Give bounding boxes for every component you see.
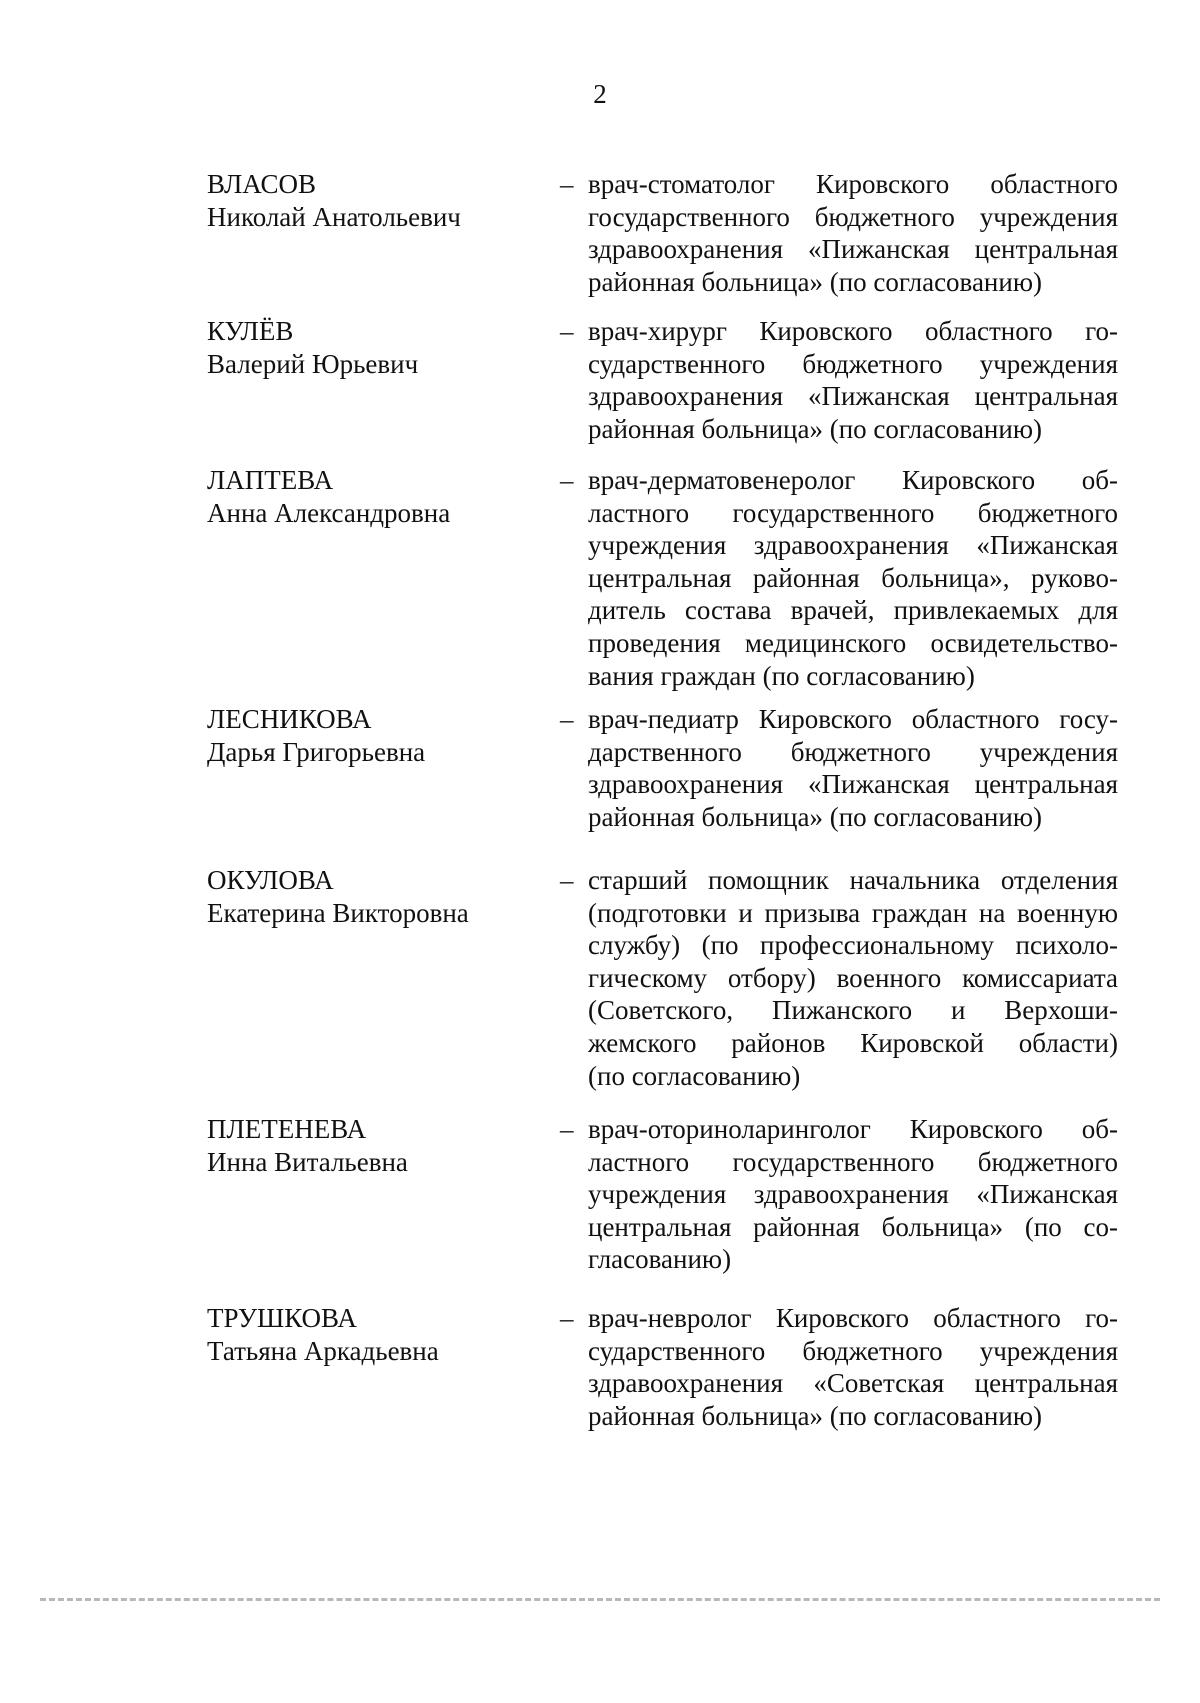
role-text-line: дарственного бюджетного учреждения — [588, 736, 1118, 767]
member-role — [588, 315, 1118, 445]
role-text-line: здравоохранения «Пижанская центральная — [588, 234, 1118, 265]
member-given-names: Дарья Григорьевна — [207, 736, 426, 767]
role-text-line: сударственного бюджетного учреждения — [588, 1335, 1118, 1366]
role-text-line: врач-невролог Кировского областного го- — [588, 1303, 1118, 1333]
member-name — [207, 315, 537, 380]
role-text-line: гическому отбору) военного комиссариата — [588, 962, 1118, 993]
page-number: 2 — [593, 79, 607, 109]
member-name — [207, 1113, 537, 1178]
role-text-line: (Советского, Пижанского и Верхоши- — [588, 995, 1118, 1026]
member-name — [207, 1302, 537, 1367]
member-surname: ЛАПТЕВА — [207, 465, 334, 495]
role-text-line: службу) (по профессиональному психоло- — [588, 930, 1118, 961]
role-text-line: здравоохранения «Советская центральная — [588, 1368, 1118, 1399]
member-role — [588, 464, 1118, 692]
role-text-line: учреждения здравоохранения «Пижанская — [588, 530, 1118, 561]
member-role — [588, 1113, 1118, 1276]
member-given-names: Инна Витальевна — [207, 1146, 408, 1177]
entry-dash: – — [560, 865, 574, 895]
role-text-line: гласованию) — [588, 1244, 732, 1275]
entry-dash: – — [560, 465, 574, 495]
role-text-line: проведения медицинского освидетельство- — [588, 627, 1118, 658]
member-surname: ОКУЛОВА — [207, 865, 334, 895]
role-text-line: врач-оториноларинголог Кировского об- — [588, 1114, 1118, 1144]
entry-dash: – — [560, 1114, 574, 1144]
entry-dash: – — [560, 316, 574, 346]
role-text-line: учреждения здравоохранения «Пижанская — [588, 1179, 1118, 1210]
role-text-line: врач-педиатр Кировского областного госу- — [588, 704, 1118, 734]
member-name — [207, 464, 537, 529]
member-role — [588, 1302, 1118, 1432]
role-text-line: дитель состава врачей, привлекаемых для — [588, 595, 1118, 626]
role-text-line: жемского районов Кировской области) — [588, 1027, 1118, 1058]
role-text-line: центральная районная больница» (по со- — [588, 1211, 1118, 1242]
role-text-line: районная больница» (по согласованию) — [588, 1400, 1042, 1431]
member-given-names: Николай Анатольевич — [207, 201, 461, 232]
member-surname: ПЛЕТЕНЕВА — [207, 1114, 367, 1144]
role-text-line: государственного бюджетного учреждения — [588, 201, 1118, 232]
member-given-names: Валерий Юрьевич — [207, 348, 419, 379]
role-text-line: вания граждан (по согласованию) — [588, 660, 975, 691]
role-text-line: районная больница» (по согласованию) — [588, 413, 1042, 444]
member-surname: КУЛЁВ — [207, 316, 294, 346]
role-text-line: районная больница» (по согласованию) — [588, 266, 1042, 297]
role-text-line: районная больница» (по согласованию) — [588, 801, 1042, 832]
role-text-line: ластного государственного бюджетного — [588, 1146, 1118, 1177]
member-role — [588, 703, 1118, 833]
member-given-names: Анна Александровна — [207, 497, 451, 528]
entry-dash: – — [560, 169, 574, 199]
role-text-line: врач-хирург Кировского областного го- — [588, 316, 1118, 346]
role-text-line: здравоохранения «Пижанская центральная — [588, 769, 1118, 800]
role-text-line: старший помощник начальника отделения — [588, 865, 1118, 895]
member-name — [207, 703, 537, 768]
role-text-line: врач-стоматолог Кировского областного — [588, 169, 1118, 199]
member-name — [207, 864, 537, 929]
member-surname: ЛЕСНИКОВА — [207, 704, 372, 734]
role-text-line: сударственного бюджетного учреждения — [588, 348, 1118, 379]
member-given-names: Татьяна Аркадьевна — [207, 1335, 439, 1366]
role-text-line: врач-дерматовенеролог Кировского об- — [588, 465, 1118, 495]
role-text-line: (по согласованию) — [588, 1060, 801, 1091]
member-name — [207, 168, 537, 233]
member-surname: ВЛАСОВ — [207, 169, 316, 199]
member-surname: ТРУШКОВА — [207, 1303, 357, 1333]
member-role — [588, 168, 1118, 298]
member-role — [588, 864, 1118, 1092]
role-text-line: центральная районная больница», руково- — [588, 562, 1118, 593]
footer-divider — [40, 1598, 1160, 1607]
role-text-line: (подготовки и призыва граждан на военную — [588, 897, 1118, 928]
entry-dash: – — [560, 1303, 574, 1333]
role-text-line: ластного государственного бюджетного — [588, 497, 1118, 528]
role-text-line: здравоохранения «Пижанская центральная — [588, 381, 1118, 412]
member-given-names: Екатерина Викторовна — [207, 897, 469, 928]
entry-dash: – — [560, 704, 574, 734]
